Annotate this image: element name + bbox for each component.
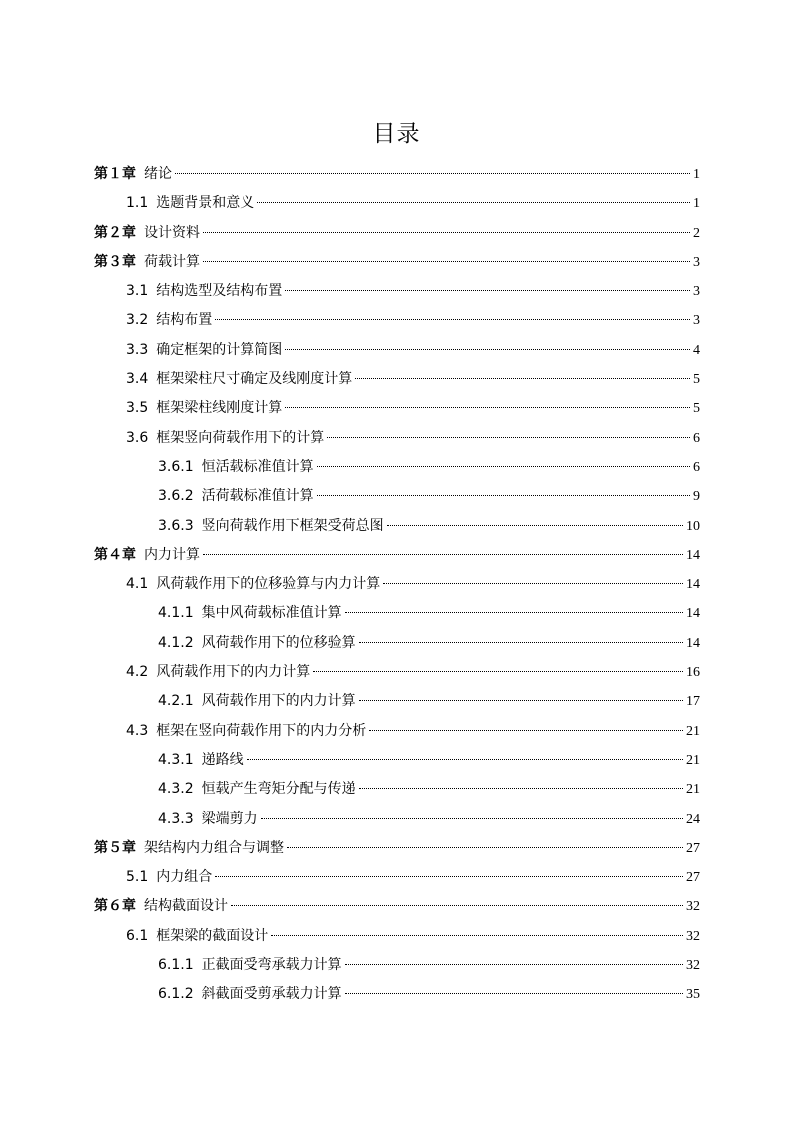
toc-entry-title: 结构选型及结构布置 bbox=[156, 283, 283, 300]
toc-entry-title: 设计资料 bbox=[144, 224, 200, 241]
toc-dot-leader bbox=[271, 934, 683, 936]
toc-entry-title: 荷载计算 bbox=[144, 253, 200, 270]
toc-page-number: 16 bbox=[686, 665, 700, 681]
toc-entry-number: 6.1 bbox=[126, 927, 149, 944]
toc-entry[interactable] bbox=[94, 189, 700, 218]
toc-page-number: 6 bbox=[693, 459, 700, 475]
toc-entry-number: 4.1.2 bbox=[158, 634, 194, 651]
toc-dot-leader bbox=[313, 670, 683, 672]
toc-entry-number: 4.1.1 bbox=[158, 605, 194, 622]
toc-dot-leader bbox=[231, 904, 683, 906]
toc-entry[interactable] bbox=[94, 365, 700, 394]
toc-dot-leader bbox=[203, 231, 690, 233]
toc-entry-number: 3.6 bbox=[126, 429, 149, 446]
toc-entry[interactable] bbox=[94, 541, 700, 570]
toc-entry-number: 4.2.1 bbox=[158, 693, 194, 710]
toc-dot-leader bbox=[285, 348, 690, 350]
toc-page-number: 17 bbox=[686, 694, 700, 710]
toc-entry[interactable] bbox=[94, 277, 700, 306]
toc-entry[interactable] bbox=[94, 570, 700, 599]
toc-dot-leader bbox=[345, 992, 683, 994]
toc-entry-title: 框架梁柱线刚度计算 bbox=[156, 400, 283, 417]
toc-entry[interactable] bbox=[94, 512, 700, 541]
toc-dot-leader bbox=[285, 289, 690, 291]
toc-dot-leader bbox=[261, 817, 683, 819]
toc-entry-number: 4.3.2 bbox=[158, 781, 194, 798]
toc-entry-number: 第４章 bbox=[94, 546, 136, 563]
toc-entry-title: 风荷载作用下的位移验算 bbox=[201, 634, 356, 651]
toc-entry-title: 集中风荷载标准值计算 bbox=[201, 605, 342, 622]
toc-page-number: 21 bbox=[686, 782, 700, 798]
toc-entry[interactable] bbox=[94, 805, 700, 834]
toc-dot-leader bbox=[285, 406, 690, 408]
toc-entry[interactable] bbox=[94, 599, 700, 628]
toc-entry-number: 4.3.3 bbox=[158, 810, 194, 827]
toc-entry-number: 3.5 bbox=[126, 400, 149, 417]
toc-entry-title: 内力组合 bbox=[156, 869, 213, 886]
toc-entry[interactable] bbox=[94, 306, 700, 335]
toc-entry[interactable] bbox=[94, 892, 700, 921]
toc-entry-number: 第２章 bbox=[94, 224, 136, 241]
toc-entry[interactable] bbox=[94, 482, 700, 511]
toc-dot-leader bbox=[359, 641, 683, 643]
toc-entry[interactable] bbox=[94, 775, 700, 804]
toc-entry[interactable] bbox=[94, 922, 700, 951]
toc-dot-leader bbox=[287, 846, 683, 848]
toc-page-number: 32 bbox=[686, 958, 700, 974]
toc-page-number: 2 bbox=[693, 225, 700, 241]
toc-dot-leader bbox=[203, 260, 690, 262]
toc-page-number: 3 bbox=[693, 313, 700, 329]
toc-entry-title: 框架竖向荷载作用下的计算 bbox=[156, 429, 325, 446]
toc-entry-title: 框架在竖向荷载作用下的内力分析 bbox=[156, 722, 367, 739]
toc-page-number: 10 bbox=[686, 518, 700, 534]
toc-entry-number: 3.2 bbox=[126, 312, 149, 329]
toc-entry[interactable] bbox=[94, 336, 700, 365]
toc-dot-leader bbox=[383, 582, 683, 584]
toc-entry-number: 3.6.3 bbox=[158, 517, 194, 534]
toc-page-number: 5 bbox=[693, 372, 700, 388]
toc-entry-number: 4.2 bbox=[126, 664, 149, 681]
toc-entry[interactable] bbox=[94, 248, 700, 277]
toc-entry[interactable] bbox=[94, 424, 700, 453]
toc-entry-title: 风荷载作用下的内力计算 bbox=[156, 664, 311, 681]
toc-entry-number: 第６章 bbox=[94, 898, 136, 915]
toc-list bbox=[94, 160, 700, 1010]
toc-entry-title: 正截面受弯承载力计算 bbox=[201, 957, 342, 974]
toc-entry-number: 6.1.1 bbox=[158, 957, 194, 974]
toc-entry-title: 结构布置 bbox=[156, 312, 213, 329]
toc-page-number: 1 bbox=[693, 196, 700, 212]
toc-entry-number: 第５章 bbox=[94, 839, 136, 856]
toc-entry-number: 6.1.2 bbox=[158, 986, 194, 1003]
toc-page-number: 32 bbox=[686, 899, 700, 915]
toc-dot-leader bbox=[345, 963, 683, 965]
toc-entry[interactable] bbox=[94, 160, 700, 189]
toc-entry-number: 4.1 bbox=[126, 576, 149, 593]
toc-dot-leader bbox=[203, 553, 683, 555]
toc-dot-leader bbox=[387, 524, 683, 526]
toc-entry-title: 绪论 bbox=[144, 166, 172, 182]
toc-entry[interactable] bbox=[94, 746, 700, 775]
toc-page-number: 21 bbox=[686, 723, 700, 739]
toc-entry[interactable] bbox=[94, 658, 700, 687]
toc-entry[interactable] bbox=[94, 629, 700, 658]
toc-entry[interactable] bbox=[94, 863, 700, 892]
toc-entry-title: 框架梁柱尺寸确定及线刚度计算 bbox=[156, 371, 353, 388]
toc-page-number: 5 bbox=[693, 401, 700, 417]
toc-page-number: 4 bbox=[693, 342, 700, 358]
toc-entry-title: 风荷载作用下的位移验算与内力计算 bbox=[156, 576, 381, 593]
toc-entry-number: 第１章 bbox=[94, 166, 136, 182]
toc-entry-title: 风荷载作用下的内力计算 bbox=[201, 693, 356, 710]
toc-dot-leader bbox=[359, 787, 683, 789]
toc-dot-leader bbox=[369, 729, 683, 731]
toc-entry[interactable] bbox=[94, 834, 700, 863]
toc-entry-title: 梁端剪力 bbox=[201, 810, 258, 827]
toc-entry[interactable] bbox=[94, 453, 700, 482]
toc-entry[interactable] bbox=[94, 717, 700, 746]
toc-page-number: 14 bbox=[686, 635, 700, 651]
toc-page-number: 3 bbox=[693, 284, 700, 300]
toc-entry[interactable] bbox=[94, 687, 700, 716]
toc-page-number: 3 bbox=[693, 254, 700, 270]
toc-dot-leader bbox=[345, 611, 683, 613]
toc-entry[interactable] bbox=[94, 394, 700, 423]
toc-entry-number: 3.1 bbox=[126, 283, 149, 300]
toc-entry-title: 框架梁的截面设计 bbox=[156, 927, 269, 944]
toc-entry-number: 第３章 bbox=[94, 253, 136, 270]
toc-entry-number: 3.4 bbox=[126, 371, 149, 388]
toc-entry-title: 内力计算 bbox=[144, 546, 200, 563]
toc-entry-title: 恒活载标准值计算 bbox=[201, 458, 314, 475]
toc-page-number: 27 bbox=[686, 870, 700, 886]
toc-page-number: 24 bbox=[686, 811, 700, 827]
toc-entry[interactable] bbox=[94, 980, 700, 1009]
toc-entry[interactable] bbox=[94, 219, 700, 248]
toc-page-number: 14 bbox=[686, 547, 700, 563]
toc-entry-title: 斜截面受剪承载力计算 bbox=[201, 986, 342, 1003]
toc-title: 目录 bbox=[372, 121, 421, 147]
toc-dot-leader bbox=[359, 699, 683, 701]
toc-entry-number: 3.6.1 bbox=[158, 458, 194, 475]
toc-entry-title: 结构截面设计 bbox=[144, 898, 228, 915]
toc-page-number: 21 bbox=[686, 752, 700, 768]
toc-page-number: 1 bbox=[693, 167, 700, 182]
toc-page-number: 35 bbox=[686, 987, 700, 1003]
toc-dot-leader bbox=[215, 318, 690, 320]
toc-entry-title: 恒载产生弯矩分配与传递 bbox=[201, 781, 356, 798]
toc-dot-leader bbox=[317, 465, 690, 467]
toc-dot-leader bbox=[257, 201, 690, 203]
toc-entry-number: 3.3 bbox=[126, 341, 149, 358]
toc-entry[interactable] bbox=[94, 951, 700, 980]
toc-dot-leader bbox=[247, 758, 683, 760]
toc-page-number: 32 bbox=[686, 928, 700, 944]
toc-page-number: 9 bbox=[693, 489, 700, 505]
toc-entry-number: 3.6.2 bbox=[158, 488, 194, 505]
toc-entry-number: 1.1 bbox=[126, 195, 149, 212]
toc-entry-title: 活荷载标准值计算 bbox=[201, 488, 314, 505]
toc-page-number: 14 bbox=[686, 577, 700, 593]
toc-entry-title: 选题背景和意义 bbox=[156, 195, 255, 212]
toc-entry-number: 4.3 bbox=[126, 722, 149, 739]
toc-dot-leader bbox=[327, 436, 690, 438]
toc-dot-leader bbox=[355, 377, 690, 379]
toc-entry-title: 确定框架的计算简图 bbox=[156, 341, 283, 358]
toc-entry-number: 4.3.1 bbox=[158, 751, 194, 768]
toc-dot-leader bbox=[215, 875, 683, 877]
toc-entry-number: 5.1 bbox=[126, 869, 149, 886]
toc-entry-title: 递路线 bbox=[201, 751, 244, 768]
toc-page-number: 27 bbox=[686, 840, 700, 856]
toc-page-number: 6 bbox=[693, 430, 700, 446]
toc-entry-title: 竖向荷载作用下框架受荷总图 bbox=[201, 517, 384, 534]
toc-page-number: 14 bbox=[686, 606, 700, 622]
toc-dot-leader bbox=[175, 172, 690, 174]
toc-dot-leader bbox=[317, 494, 690, 496]
toc-entry-title: 架结构内力组合与调整 bbox=[144, 839, 284, 856]
